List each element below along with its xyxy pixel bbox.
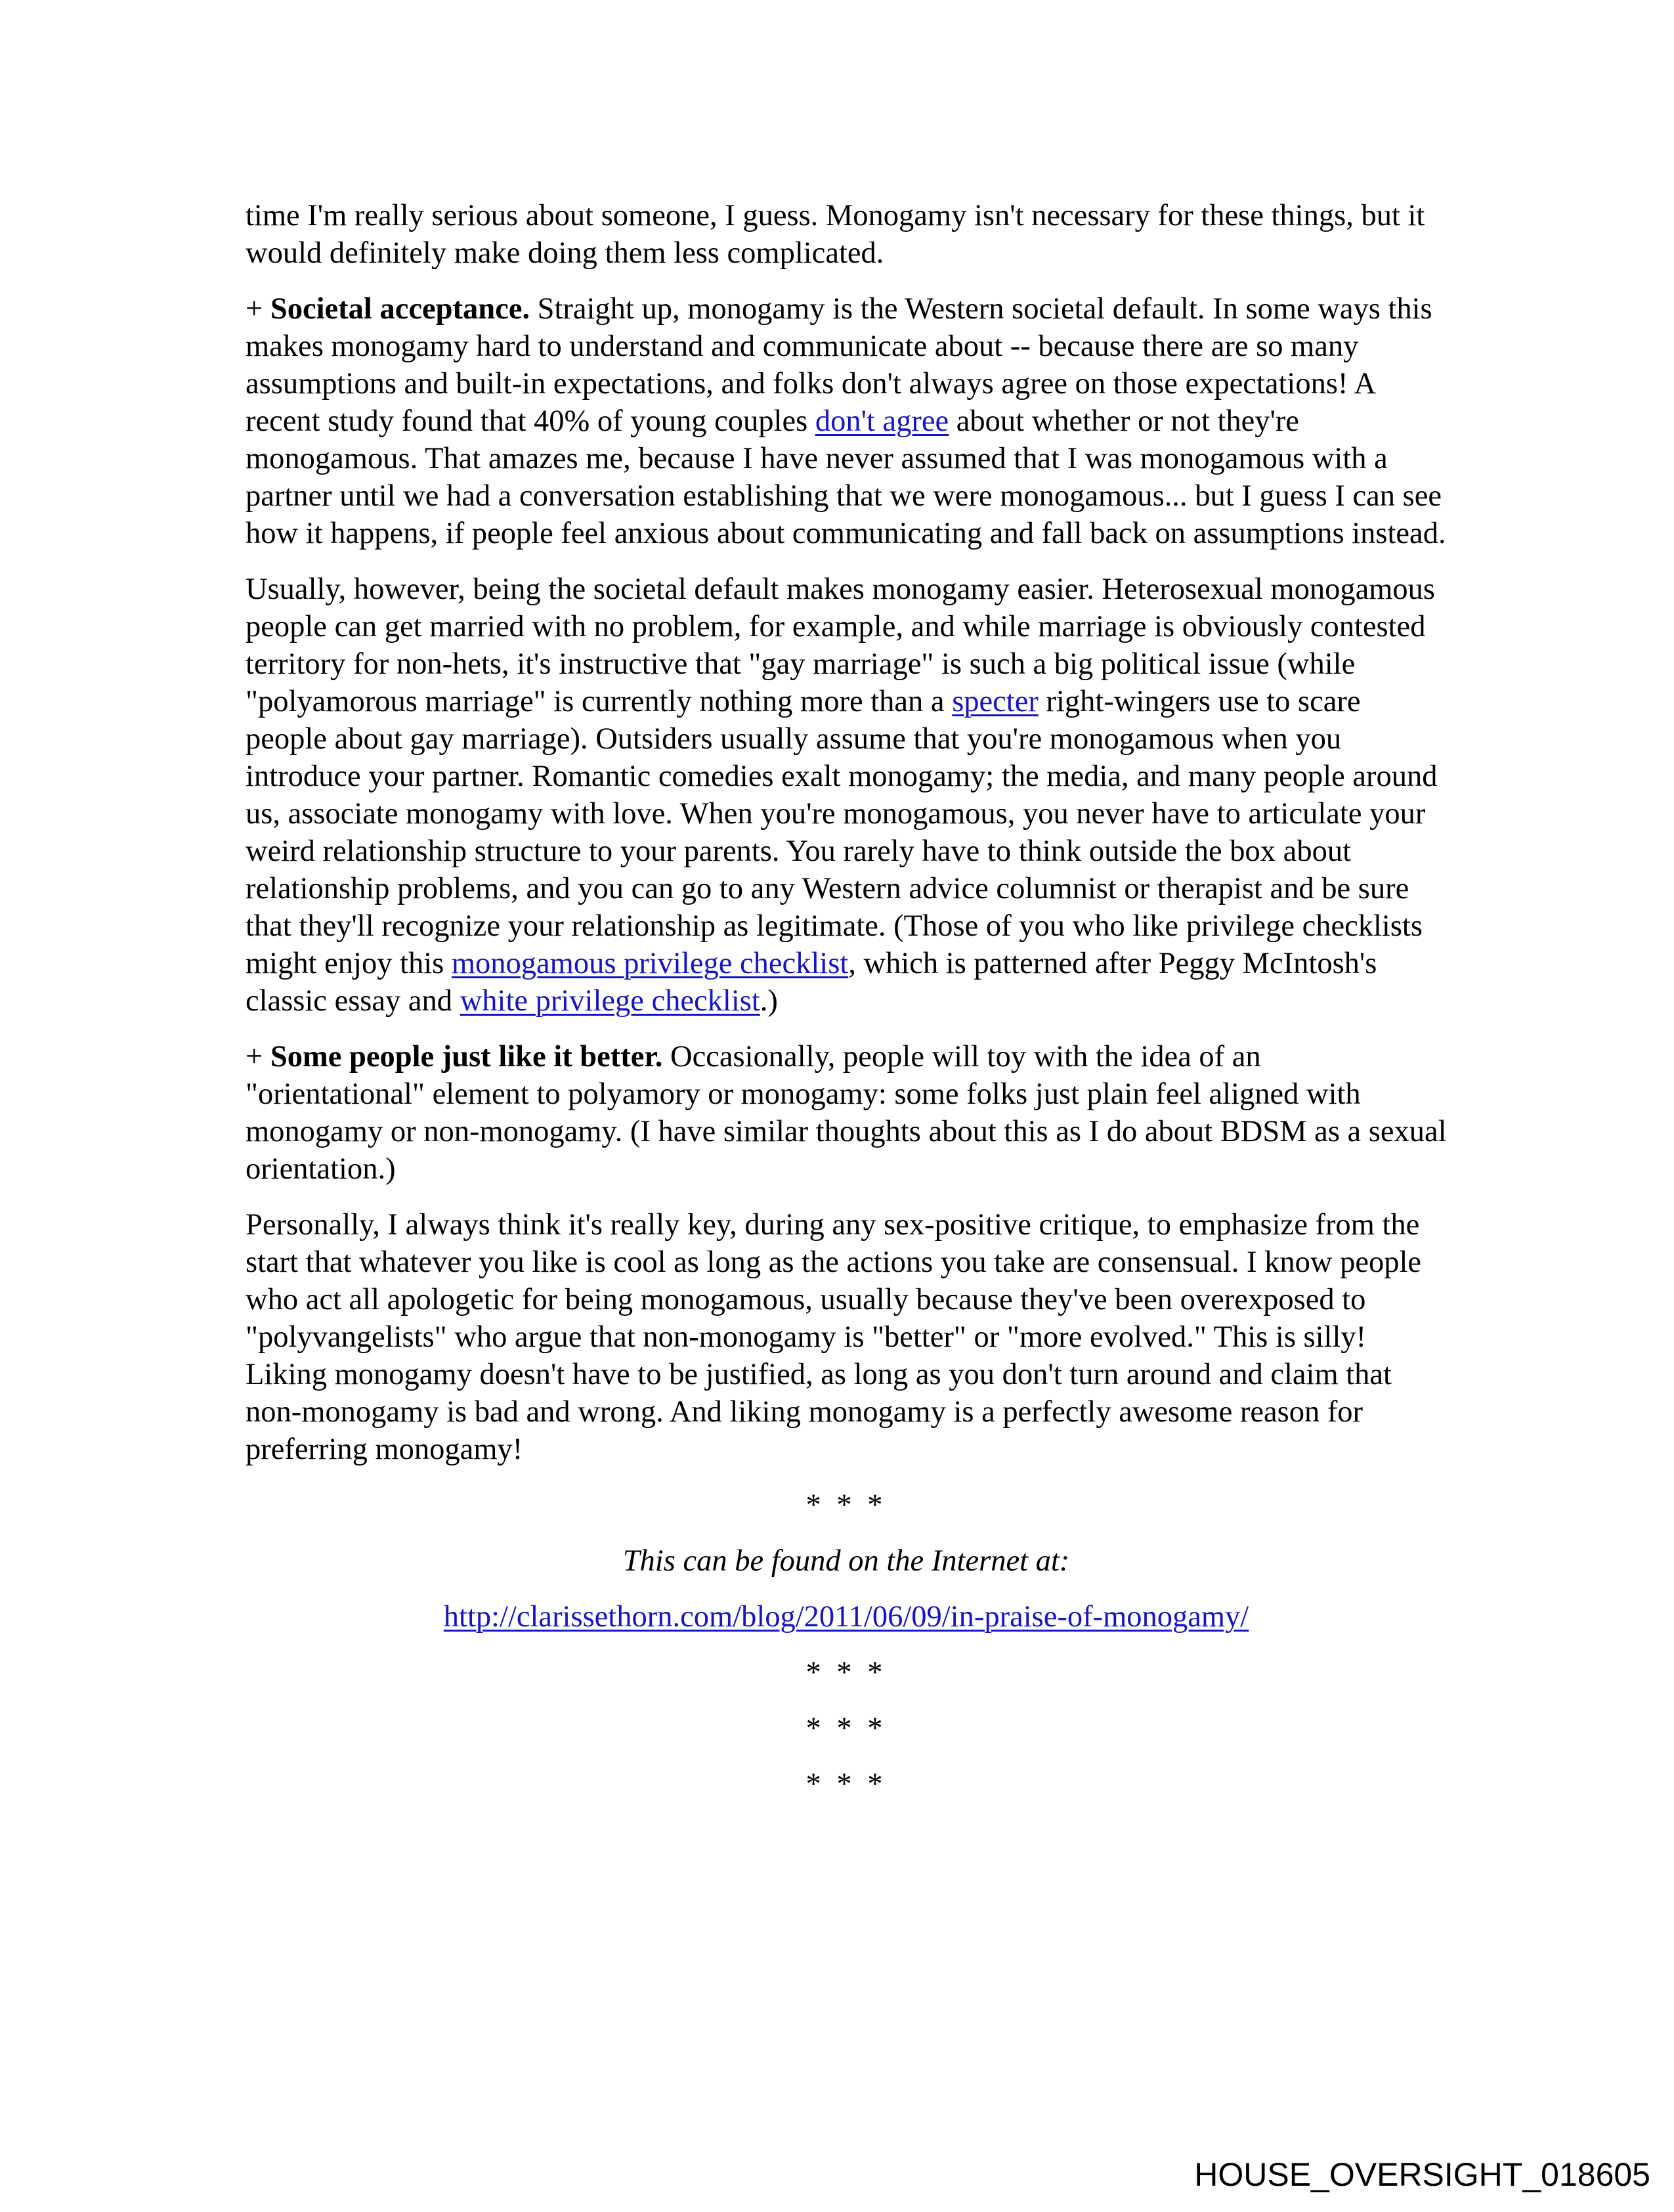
source-label: This can be found on the Internet at: xyxy=(622,1544,1070,1578)
paragraph-personally xyxy=(246,1206,1447,1468)
section-heading-societal-acceptance: Societal acceptance. xyxy=(270,292,530,326)
bates-stamp: HOUSE_OVERSIGHT_018605 xyxy=(1194,2156,1650,2193)
source-url-link[interactable]: http://clarissethorn.com/blog/2011/06/09/in-praise-of-monogamy/ xyxy=(443,1600,1249,1634)
link-dont-agree[interactable]: don't agree xyxy=(815,404,949,438)
paragraph-text: Usually, however, being the societal default makes monogamy easier. Heterosexual monogamous people can get married with no problem, for example, and while marriage is obviously contested territory for non-hets, it's instructive that "gay marriage" is such a big political issue (while "polyamorous marriage" is currently nothing more than a xyxy=(246,573,1435,718)
section-heading-like-it-better: Some people just like it better. xyxy=(270,1040,663,1073)
paragraph-continuation xyxy=(246,197,1447,272)
bullet-prefix: + xyxy=(246,1040,270,1073)
paragraph-like-it-better xyxy=(246,1038,1447,1188)
paragraph-text: about whether or not they're monogamous. That amazes me, because I have never assumed that I was monogamous with a partner until we had a conversation establishing that we were monogamous... but I guess I can see how it happens, if people feel anxious about communicating and fall back on assumptions instead. xyxy=(246,404,1446,550)
separator: * * * xyxy=(805,1656,887,1689)
paragraph-text: , which is patterned after Peggy McIntosh's classic essay and xyxy=(246,947,1377,1018)
link-white-privilege-checklist[interactable]: white privilege checklist xyxy=(460,984,760,1018)
link-monogamous-privilege-checklist[interactable]: monogamous privilege checklist xyxy=(451,947,849,980)
paragraph-text: Occasionally, people will toy with the idea of an "orientational" element to polyamory or monogamy: some folks just plain feel aligned with monogamy or non-monogamy. (I have similar thoughts about this as I do about BDSM as a sexual orientation.) xyxy=(246,1040,1447,1186)
paragraph-text: right-wingers use to scare people about gay marriage). Outsiders usually assume that you're monogamous when you introduce your partner. Romantic comedies exalt monogamy; the media, and many people around us, associate monogamy with love. When you're monogamous, you never have to articulate your weird relationship structure to your parents. You rarely have to think outside the box about relationship problems, and you can go to any Western advice columnist or therapist and be sure that they'll recognize your relationship as legitimate. (Those of you who like privilege checklists might enjoy this xyxy=(246,685,1438,980)
paragraph-text: time I'm really serious about someone, I guess. Monogamy isn't necessary for these things, but it would definitely make doing them less complicated. xyxy=(246,199,1425,270)
source-url-line xyxy=(246,1598,1447,1636)
document-page xyxy=(246,197,1447,1821)
bullet-prefix: + xyxy=(246,292,270,326)
paragraph-text: Personally, I always think it's really key, during any sex-positive critique, to emphasize from the start that whatever you like is cool as long as the actions you take are consensual. I know people who act all apologetic for being monogamous, usually because they've been overexposed to "polyvangelists" who argue that non-monogamy is "better" or "more evolved." This is silly! Liking monogamy doesn't have to be justified, as long as you don't turn around and claim that non-monogamy is bad and wrong. And liking monogamy is a perfectly awesome reason for preferring monogamy! xyxy=(246,1208,1422,1466)
separator: * * * xyxy=(805,1488,887,1522)
separator: * * * xyxy=(805,1767,887,1801)
paragraph-text: Straight up, monogamy is the Western societal default. In some ways this makes monogamy hard to understand and communicate about -- because there are so many assumptions and built-in expectations, and folks don't always agree on those expectations! A recent study found that 40% of young couples xyxy=(246,292,1432,438)
link-specter[interactable]: specter xyxy=(952,685,1039,718)
separator: * * * xyxy=(805,1712,887,1745)
paragraph-text: .) xyxy=(760,984,778,1018)
paragraph-societal-acceptance xyxy=(246,290,1447,552)
paragraph-societal-default xyxy=(246,571,1447,1020)
